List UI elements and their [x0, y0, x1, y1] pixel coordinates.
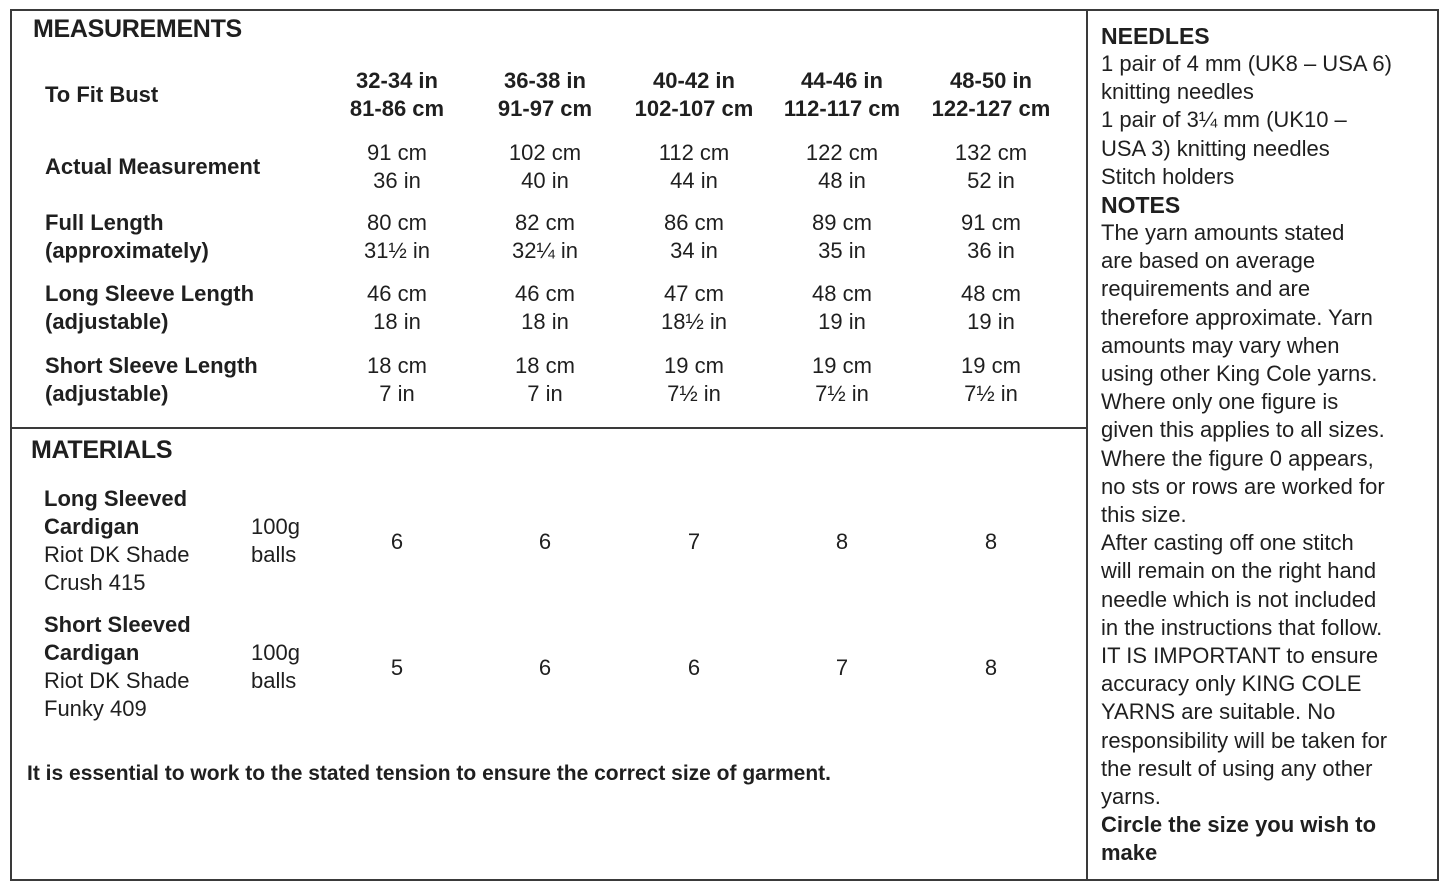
size-cell: 40-42 in 102-107 cm	[634, 68, 754, 121]
needles-line: 1 pair of 3¼ mm (UK10 –	[1101, 107, 1347, 133]
size-cell: 47 cm 18½ in	[660, 281, 728, 334]
size-cell: 122 cm 48 in	[805, 140, 879, 193]
notes-line: this size.	[1101, 502, 1187, 528]
needles-line: USA 3) knitting needles	[1101, 135, 1330, 161]
notes-line: responsibility will be taken for	[1101, 727, 1388, 753]
notes-line: The yarn amounts stated	[1101, 220, 1345, 246]
notes-line: requirements and are	[1101, 276, 1311, 302]
ball-count: 6	[687, 655, 701, 680]
size-cell: 86 cm 34 in	[664, 210, 724, 263]
needles-line: knitting needles	[1101, 79, 1254, 105]
notes-line: needle which is not included	[1101, 586, 1377, 612]
needles-line: 1 pair of 4 mm (UK8 – USA 6)	[1101, 51, 1392, 76]
ball-count: 6	[538, 529, 552, 554]
sidebar	[1101, 22, 1441, 868]
size-cell: 44-46 in 112-117 cm	[783, 68, 901, 121]
size-cell: 19 cm 7½ in	[961, 353, 1021, 406]
ball-count: 8	[984, 655, 998, 680]
size-cell: 46 cm 18 in	[367, 281, 427, 334]
size-cell: 32-34 in 81-86 cm	[349, 68, 445, 121]
size-cell: 80 cm 31½ in	[363, 210, 431, 263]
size-cell: 112 cm 44 in	[658, 140, 730, 193]
size-cell: 91 cm 36 in	[961, 210, 1021, 263]
section-divider	[10, 427, 1087, 429]
notes-line: in the instructions that follow.	[1101, 614, 1383, 640]
needles-line: Stitch holders	[1101, 163, 1235, 189]
closing-line: Circle the size you wish to	[1101, 812, 1377, 838]
size-cell: 91 cm 36 in	[367, 140, 427, 193]
row-label: Long Sleeve Length (adjustable)	[45, 281, 255, 334]
size-cell: 48 cm 19 in	[812, 281, 872, 334]
ball-unit: 100g balls	[251, 514, 300, 567]
size-cell: 18 cm 7 in	[515, 353, 575, 406]
ball-count: 5	[390, 655, 404, 680]
needles-heading: NEEDLES	[1101, 23, 1210, 49]
notes-line: YARNS are suitable. No	[1101, 699, 1336, 725]
size-cell: 82 cm 32¼ in	[511, 210, 579, 263]
notes-line: no sts or rows are worked for	[1101, 473, 1385, 499]
ball-count: 6	[538, 655, 552, 680]
ball-count: 6	[390, 529, 404, 554]
notes-line: Where only one figure is	[1101, 389, 1339, 415]
ball-count: 8	[835, 529, 849, 554]
size-cell: 132 cm 52 in	[954, 140, 1028, 193]
materials-heading: MATERIALS	[31, 436, 173, 464]
material-description: Short Sleeved Cardigan Riot DK Shade Funky 409	[44, 612, 191, 721]
notes-line: given this applies to all sizes.	[1101, 417, 1385, 443]
ball-count: 7	[835, 655, 849, 680]
notes-line: amounts may vary when	[1101, 332, 1340, 358]
size-cell: 36-38 in 91-97 cm	[497, 68, 593, 121]
size-cell: 18 cm 7 in	[367, 353, 427, 406]
notes-heading: NOTES	[1101, 192, 1181, 219]
row-label: To Fit Bust	[45, 82, 159, 107]
size-cell: 46 cm 18 in	[515, 281, 575, 334]
size-cell: 102 cm 40 in	[508, 140, 582, 193]
size-cell: 89 cm 35 in	[812, 210, 872, 263]
notes-line: After casting off one stitch	[1101, 530, 1354, 556]
closing-instruction	[1101, 811, 1441, 867]
notes-line: Where the figure 0 appears,	[1101, 445, 1374, 471]
ball-count: 8	[984, 529, 998, 554]
tension-note: It is essential to work to the stated tension to ensure the correct size of garment.	[27, 762, 832, 785]
closing-line: make	[1101, 840, 1158, 866]
size-cell: 48 cm 19 in	[961, 281, 1021, 334]
ball-unit: 100g balls	[251, 640, 300, 693]
size-cell: 48-50 in 122-127 cm	[931, 68, 1051, 121]
notes-line: yarns.	[1101, 784, 1161, 810]
notes-line: therefore approximate. Yarn	[1101, 304, 1373, 330]
notes-line: accuracy only KING COLE	[1101, 671, 1362, 697]
notes-line: using other King Cole yarns.	[1101, 361, 1378, 387]
ball-count: 7	[687, 529, 701, 554]
material-description: Long Sleeved Cardigan Riot DK Shade Crush 415	[44, 486, 190, 595]
notes-line: will remain on the right hand	[1101, 558, 1377, 584]
row-label: Actual Measurement	[45, 154, 261, 179]
measurements-heading: MEASUREMENTS	[33, 15, 242, 43]
row-label: Short Sleeve Length (adjustable)	[45, 353, 258, 406]
size-cell: 19 cm 7½ in	[664, 353, 724, 406]
notes-line: IT IS IMPORTANT to ensure	[1101, 643, 1379, 669]
needles-list	[1101, 50, 1441, 191]
notes-text	[1101, 219, 1441, 811]
size-cell: 19 cm 7½ in	[812, 353, 872, 406]
notes-line: the result of using any other	[1101, 755, 1373, 781]
row-label: Full Length (approximately)	[45, 210, 209, 263]
column-divider	[1086, 9, 1088, 881]
notes-line: are based on average	[1101, 248, 1316, 274]
